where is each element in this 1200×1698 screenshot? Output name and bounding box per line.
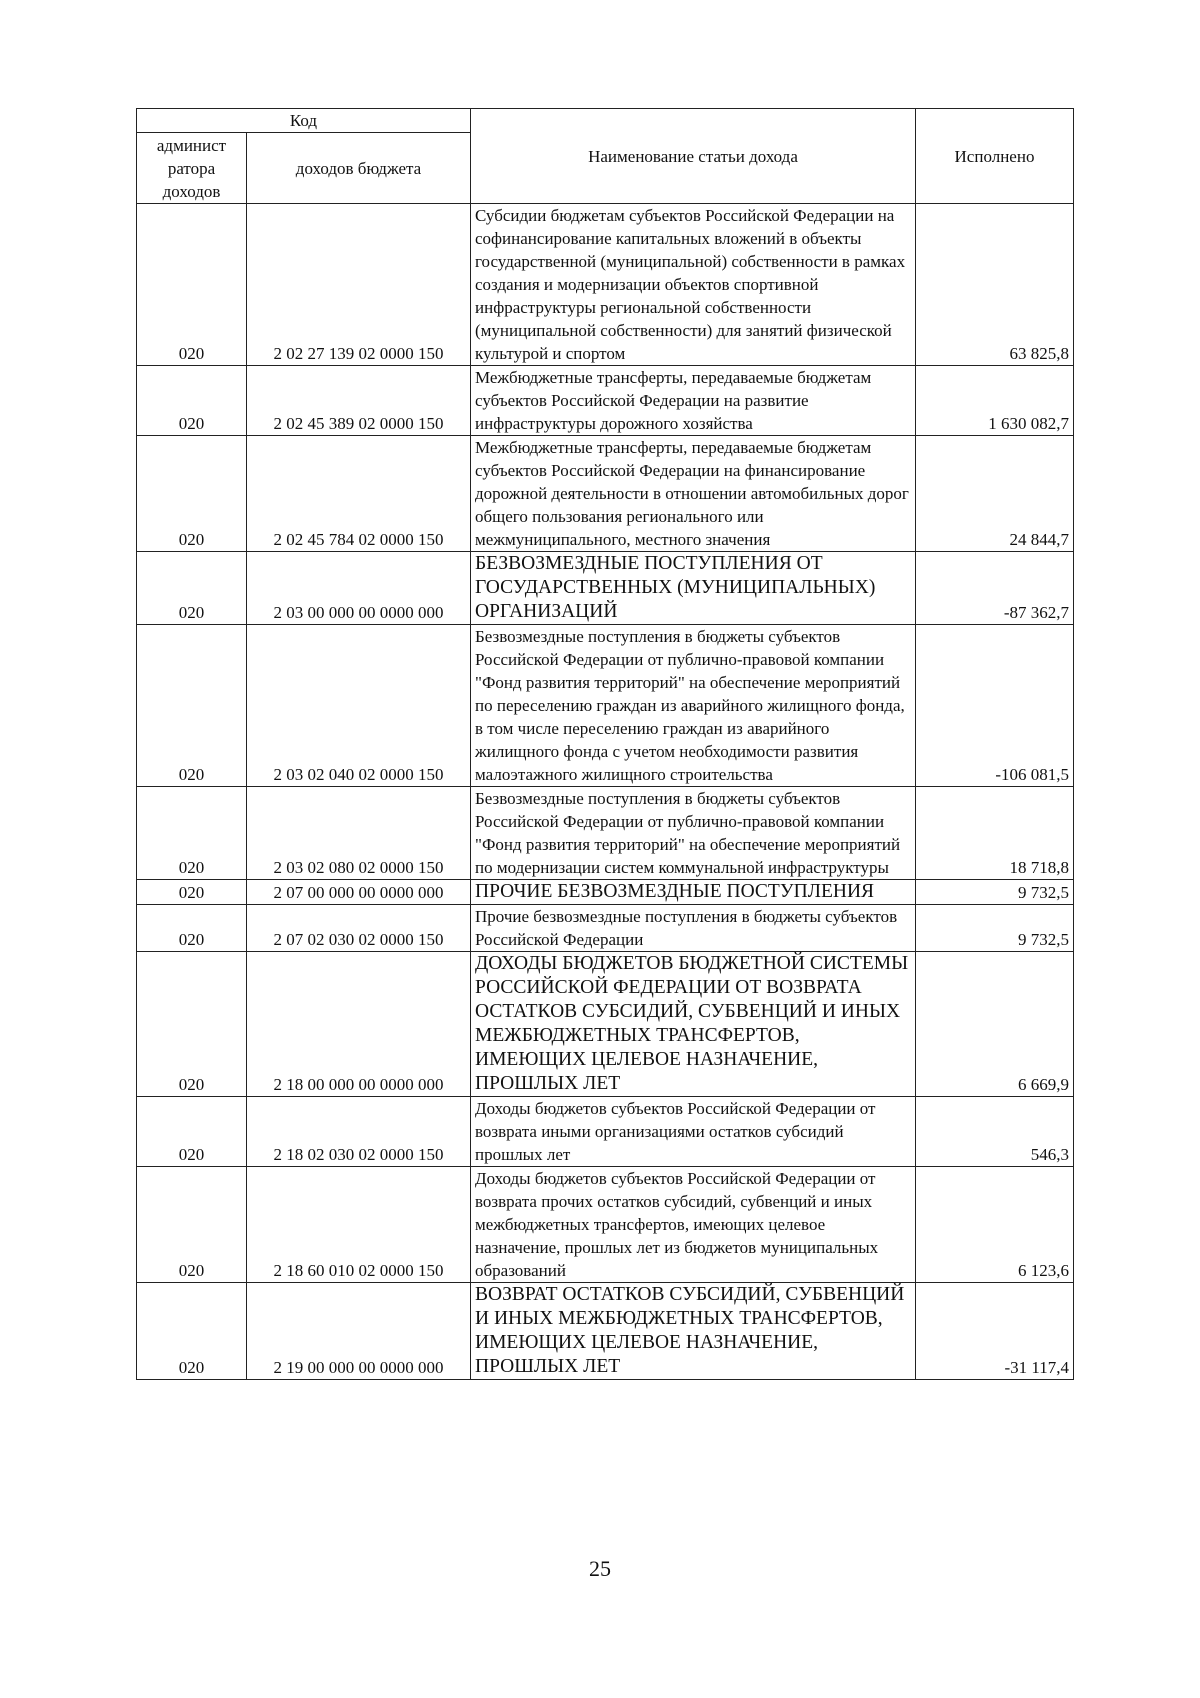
item-name-cell: Субсидии бюджетам субъектов Российской Федерации на софинансирование капитальных вложений в объекты государственной (муниципальной) собственности в рамках создания и модернизации объектов спортивной инфраструктуры региональной собственности (муниципальной собственности) для занятий физической культурой и спортом xyxy=(471,204,916,366)
header-code-group: Код xyxy=(137,109,471,133)
executed-value-cell: 1 630 082,7 xyxy=(916,366,1074,436)
table-row xyxy=(137,552,1074,625)
executed-value-cell: -106 081,5 xyxy=(916,625,1074,787)
table-row xyxy=(137,625,1074,787)
income-code-cell: 2 03 02 040 02 0000 150 xyxy=(247,625,471,787)
executed-value-cell: -87 362,7 xyxy=(916,552,1074,625)
income-code-cell: 2 19 00 000 00 0000 000 xyxy=(247,1283,471,1380)
item-name-cell: Прочие безвозмездные поступления в бюджеты субъектов Российской Федерации xyxy=(471,905,916,952)
table-row xyxy=(137,905,1074,952)
admin-code-cell: 020 xyxy=(137,952,247,1097)
item-name-cell: Межбюджетные трансферты, передаваемые бюджетам субъектов Российской Федерации на финансирование дорожной деятельности в отношении автомобильных дорог общего пользования регионального или межмуниципального, местного значения xyxy=(471,436,916,552)
executed-value-cell: 6 669,9 xyxy=(916,952,1074,1097)
header-name: Наименование статьи дохода xyxy=(471,109,916,204)
header-executed: Исполнено xyxy=(916,109,1074,204)
income-code-cell: 2 07 02 030 02 0000 150 xyxy=(247,905,471,952)
income-code-cell: 2 02 27 139 02 0000 150 xyxy=(247,204,471,366)
income-code-cell: 2 18 02 030 02 0000 150 xyxy=(247,1097,471,1167)
executed-value-cell: 9 732,5 xyxy=(916,905,1074,952)
table-row xyxy=(137,952,1074,1097)
page-number: 25 xyxy=(589,1556,611,1581)
income-code-cell: 2 03 02 080 02 0000 150 xyxy=(247,787,471,880)
item-name-cell: ВОЗВРАТ ОСТАТКОВ СУБСИДИЙ, СУБВЕНЦИЙ И ИНЫХ МЕЖБЮДЖЕТНЫХ ТРАНСФЕРТОВ, ИМЕЮЩИХ ЦЕЛЕВОЕ НАЗНАЧЕНИЕ, ПРОШЛЫХ ЛЕТ xyxy=(471,1283,916,1380)
admin-code-cell: 020 xyxy=(137,1283,247,1380)
header-admin: админист ратора доходов xyxy=(137,133,247,204)
admin-code-cell: 020 xyxy=(137,625,247,787)
table-row xyxy=(137,1167,1074,1283)
executed-value-cell: 24 844,7 xyxy=(916,436,1074,552)
item-name-cell: Межбюджетные трансферты, передаваемые бюджетам субъектов Российской Федерации на развитие инфраструктуры дорожного хозяйства xyxy=(471,366,916,436)
item-name-cell: БЕЗВОЗМЕЗДНЫЕ ПОСТУПЛЕНИЯ ОТ ГОСУДАРСТВЕННЫХ (МУНИЦИПАЛЬНЫХ) ОРГАНИЗАЦИЙ xyxy=(471,552,916,625)
admin-code-cell: 020 xyxy=(137,1097,247,1167)
item-name-cell: Доходы бюджетов субъектов Российской Федерации от возврата иными организациями остатков субсидий прошлых лет xyxy=(471,1097,916,1167)
income-code-cell: 2 18 60 010 02 0000 150 xyxy=(247,1167,471,1283)
table-row xyxy=(137,366,1074,436)
table-row xyxy=(137,204,1074,366)
admin-code-cell: 020 xyxy=(137,905,247,952)
admin-code-cell: 020 xyxy=(137,436,247,552)
item-name-cell: Доходы бюджетов субъектов Российской Федерации от возврата прочих остатков субсидий, субвенций и иных межбюджетных трансфертов, имеющих целевое назначение, прошлых лет из бюджетов муниципальных образований xyxy=(471,1167,916,1283)
income-code-cell: 2 03 00 000 00 0000 000 xyxy=(247,552,471,625)
executed-value-cell: 546,3 xyxy=(916,1097,1074,1167)
item-name-cell: Безвозмездные поступления в бюджеты субъектов Российской Федерации от публично-правовой компании "Фонд развития территорий" на обеспечение мероприятий по переселению граждан из аварийного жилищного фонда, в том числе переселению граждан из аварийного жилищного фонда с учетом необходимости развития малоэтажного жилищного строительства xyxy=(471,625,916,787)
income-code-cell: 2 02 45 784 02 0000 150 xyxy=(247,436,471,552)
admin-code-cell: 020 xyxy=(137,204,247,366)
admin-code-cell: 020 xyxy=(137,880,247,905)
admin-code-cell: 020 xyxy=(137,552,247,625)
table-row xyxy=(137,787,1074,880)
table-row xyxy=(137,436,1074,552)
executed-value-cell: 18 718,8 xyxy=(916,787,1074,880)
income-code-cell: 2 02 45 389 02 0000 150 xyxy=(247,366,471,436)
header-income-code: доходов бюджета xyxy=(247,133,471,204)
item-name-cell: Безвозмездные поступления в бюджеты субъектов Российской Федерации от публично-правовой компании "Фонд развития территорий" на обеспечение мероприятий по модернизации систем коммунальной инфраструктуры xyxy=(471,787,916,880)
income-table xyxy=(136,108,1074,1380)
item-name-cell: ДОХОДЫ БЮДЖЕТОВ БЮДЖЕТНОЙ СИСТЕМЫ РОССИЙСКОЙ ФЕДЕРАЦИИ ОТ ВОЗВРАТА ОСТАТКОВ СУБСИДИЙ, СУБВЕНЦИЙ И ИНЫХ МЕЖБЮДЖЕТНЫХ ТРАНСФЕРТОВ, ИМЕЮЩИХ ЦЕЛЕВОЕ НАЗНАЧЕНИЕ, ПРОШЛЫХ ЛЕТ xyxy=(471,952,916,1097)
executed-value-cell: -31 117,4 xyxy=(916,1283,1074,1380)
income-code-cell: 2 07 00 000 00 0000 000 xyxy=(247,880,471,905)
executed-value-cell: 9 732,5 xyxy=(916,880,1074,905)
executed-value-cell: 63 825,8 xyxy=(916,204,1074,366)
table-row xyxy=(137,1097,1074,1167)
table-row xyxy=(137,1283,1074,1380)
item-name-cell: ПРОЧИЕ БЕЗВОЗМЕЗДНЫЕ ПОСТУПЛЕНИЯ xyxy=(471,880,916,905)
income-code-cell: 2 18 00 000 00 0000 000 xyxy=(247,952,471,1097)
admin-code-cell: 020 xyxy=(137,366,247,436)
executed-value-cell: 6 123,6 xyxy=(916,1167,1074,1283)
table-row xyxy=(137,880,1074,905)
admin-code-cell: 020 xyxy=(137,1167,247,1283)
admin-code-cell: 020 xyxy=(137,787,247,880)
table-header xyxy=(137,109,1074,204)
